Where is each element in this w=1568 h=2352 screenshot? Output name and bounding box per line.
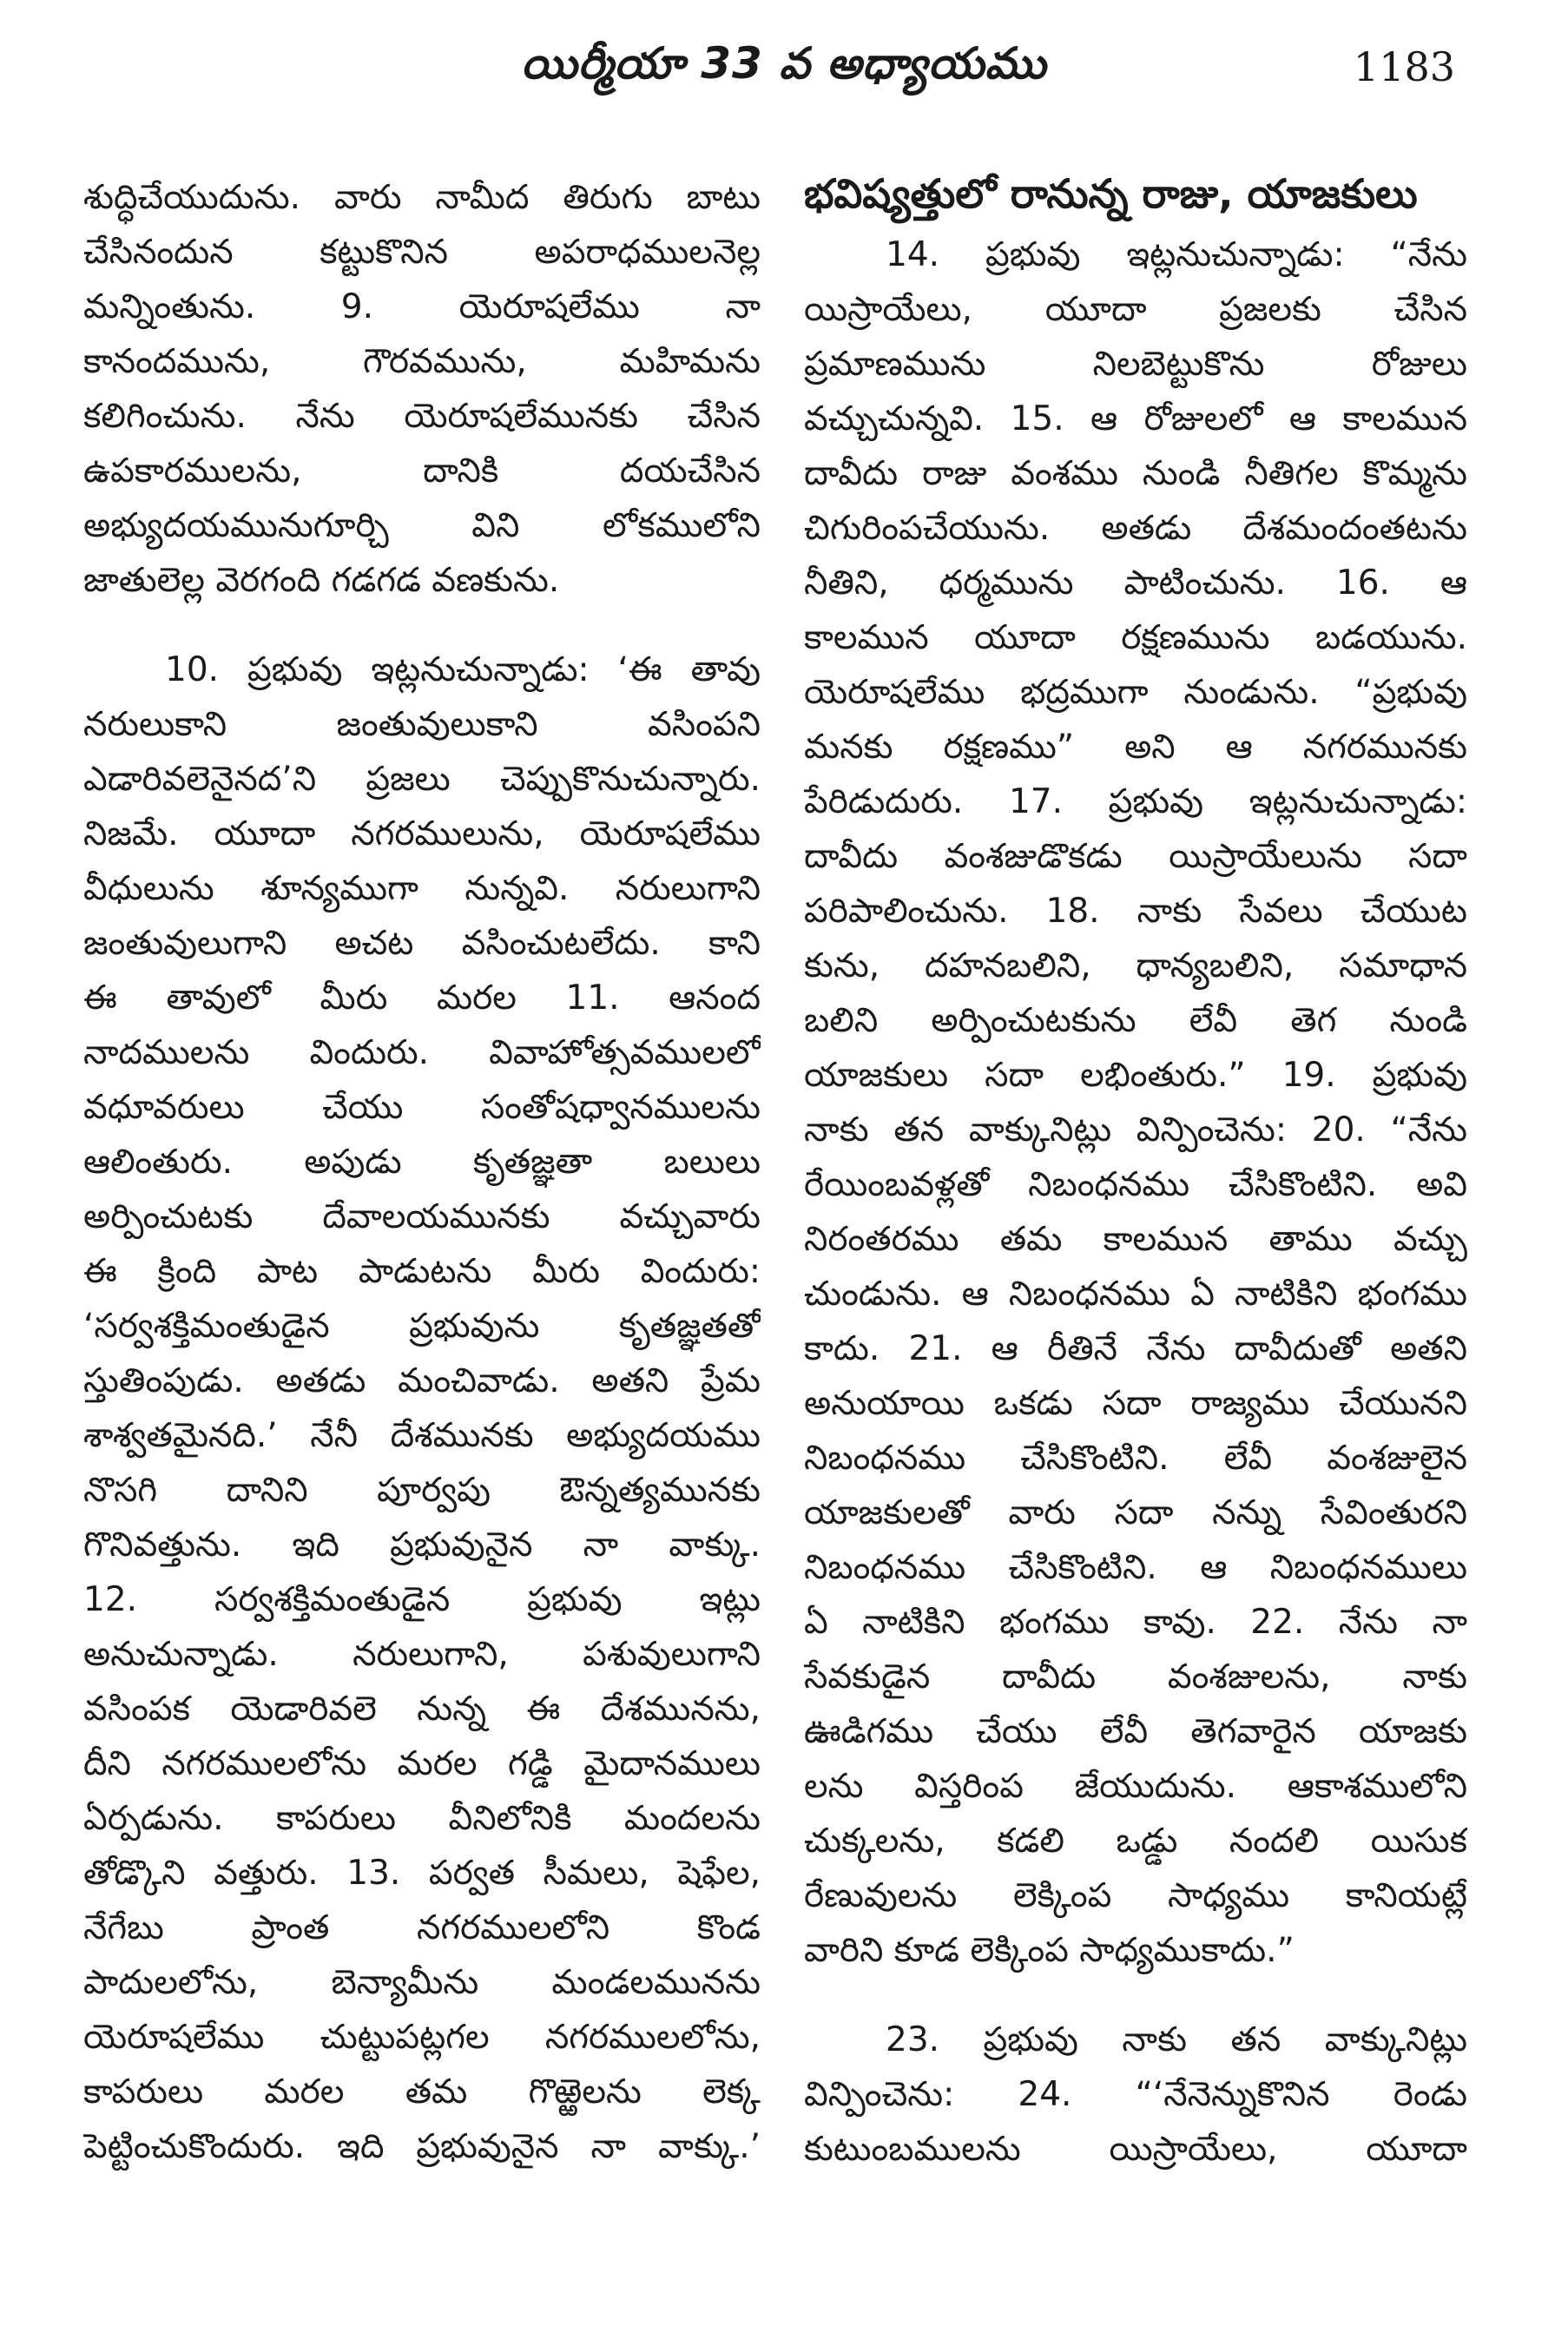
text-line: నిబంధనము చేసికొంటిని. ఆ నిబంధనములు	[804, 1548, 1467, 1587]
right-column	[804, 170, 1467, 2177]
text-line: విన్పించెను: 24. “‘నేనెన్నుకొనిన రెండు	[804, 2075, 1467, 2114]
paragraph-verses-23-24	[804, 2013, 1467, 2177]
text-line: ఊడిగము చేయు లేవీ తెగవారైన యాజకు	[804, 1712, 1467, 1751]
text-line: ఏర్పడును. కాపరులు వీనిలోనికి మందలను	[83, 1799, 761, 1838]
text-line: దావీదు రాజు వంశము నుండి నీతిగల కొమ్మను	[804, 454, 1467, 493]
text-line: వారిని కూడ లెక్కింప సాధ్యముకాదు.”	[804, 1931, 1295, 1970]
paragraph-verses-8-9	[83, 170, 761, 608]
text-line: గొనివత్తును. ఇది ప్రభువునైన నా వాక్కు.	[83, 1525, 761, 1565]
text-line: ‘సర్వశక్తిమంతుడైన ప్రభువును కృతజ్ఞతతో	[83, 1307, 761, 1346]
page-header	[87, 38, 1481, 116]
text-line: 10. ప్రభువు ఇట్లనుచున్నాడు: ‘ఈ తావు	[165, 650, 761, 689]
left-column	[83, 170, 761, 2174]
text-line: నిరంతరము తమ కాలమున తాము వచ్చు	[804, 1220, 1467, 1259]
text-line: యాజకులు సదా లభింతురు.” 19. ప్రభువు	[804, 1056, 1467, 1095]
text-line: రేణువులను లెక్కింప సాధ్యము కానియట్లే	[804, 1876, 1467, 1915]
text-line: బలిని అర్పించుటకును లేవీ తెగ నుండి	[804, 1001, 1467, 1040]
text-line: నరులుకాని జంతువులుకాని వసింపని	[83, 705, 761, 744]
text-line: వధూవరులు చేయు సంతోషధ్వానములను	[83, 1088, 761, 1127]
text-line: దీని నగరములలోను మరల గడ్డి మైదానములు	[83, 1744, 761, 1783]
text-line: జంతువులుగాని అచట వసించుటలేదు. కాని	[83, 924, 761, 963]
text-line: రేయింబవళ్లతో నిబంధనము చేసికొంటిని. అవి	[804, 1165, 1467, 1204]
text-line: కాపరులు మరల తమ గొఱ్ఱెలను లెక్క	[83, 2072, 761, 2112]
text-line: యెరూషలేము చుట్టుపట్లగల నగరములలోను,	[83, 2018, 761, 2057]
text-line: ఆలింతురు. అపుడు కృతజ్ఞతా బలులు	[83, 1143, 761, 1182]
text-line: నేగేబు ప్రాంత నగరములలోని కొండ	[83, 1908, 761, 1947]
text-line: మన్నింతును. 9. యెరూషలేము నా	[83, 287, 761, 326]
text-line: ఈ క్రింది పాట పాడుటను మీరు విందురు:	[83, 1252, 761, 1291]
text-line: నిజమే. యూదా నగరములును, యెరూషలేము	[83, 814, 761, 853]
text-line: నీతిని, ధర్మమును పాటించును. 16. ఆ	[804, 563, 1467, 603]
text-line: నొసగి దానిని పూర్వపు ఔన్నత్యమునకు	[83, 1471, 761, 1510]
text-line: శుద్ధిచేయుదును. వారు నామీద తిరుగు బాటు	[83, 178, 761, 217]
text-line: వచ్చుచున్నవి. 15. ఆ రోజులలో ఆ కాలమున	[804, 399, 1467, 438]
text-line: అనుయాయి ఒకడు సదా రాజ్యము చేయునని	[804, 1384, 1467, 1423]
text-line: ఉపకారములను, దానికి దయచేసిన	[83, 451, 761, 491]
text-line: పెట్టించుకొందురు. ఇది ప్రభువునైన నా వాక్కు.’	[83, 2127, 761, 2166]
paragraph-verses-10-13	[83, 642, 761, 2174]
text-line: ఈ తావులో మీరు మరల 11. ఆనంద	[83, 978, 761, 1018]
text-line: ఎడారివలెనైనద’ని ప్రజలు చెప్పుకొనుచున్నారు.	[83, 760, 761, 799]
text-line: ప్రమాణమును నిలబెట్టుకొను రోజులు	[804, 345, 1467, 384]
paragraph-gap	[83, 608, 761, 642]
text-line: వీధులును శూన్యముగా నున్నవి. నరులుగాని	[83, 869, 761, 908]
text-line: పరిపాలించును. 18. నాకు సేవలు చేయుట	[804, 892, 1467, 931]
text-line: తోడ్కొని వత్తురు. 13. పర్వత సీమలు, షెఫేల,	[83, 1854, 761, 1893]
text-line: దావీదు వంశజుడొకడు యిస్రాయేలును సదా	[804, 837, 1467, 876]
text-line: చిగురింపచేయును. అతడు దేశమందంతటను	[804, 509, 1467, 548]
text-line: యాజకులతో వారు సదా నన్ను సేవింతురని	[804, 1493, 1467, 1532]
text-line: 14. ప్రభువు ఇట్లనుచున్నాడు: “నేను	[886, 235, 1467, 274]
text-line: సేవకుడైన దావీదు వంశజులను, నాకు	[804, 1657, 1467, 1696]
text-line: లను విస్తరింప జేయుదును. ఆకాశములోని	[804, 1767, 1467, 1806]
text-line: నాకు తన వాక్కునిట్లు విన్పించెను: 20. “నేను	[804, 1110, 1467, 1150]
text-line: కాలమున యూదా రక్షణమును బడయును.	[804, 618, 1467, 657]
text-line: అర్పించుటకు దేవాలయమునకు వచ్చువారు	[83, 1197, 761, 1236]
text-line: వసింపక యెడారివలె నున్న ఈ దేశమునను,	[83, 1690, 761, 1729]
text-line: అభ్యుదయమునుగూర్చి విని లోకములోని	[83, 506, 761, 545]
paragraph-gap	[804, 1978, 1467, 2013]
text-line: యిస్రాయేలు, యూదా ప్రజలకు చేసిన	[804, 290, 1467, 329]
text-line: ఏ నాటికిని భంగము కావు. 22. నేను నా	[804, 1603, 1467, 1642]
text-line: పేరిడుదురు. 17. ప్రభువు ఇట్లనుచున్నాడు:	[804, 782, 1467, 821]
text-line: జాతులెల్ల వెరగంది గడగడ వణకును.	[83, 561, 560, 600]
chapter-title: యిర్మీయా 33 వ అధ్యాయము	[521, 38, 1047, 89]
text-line: కాదు. 21. ఆ రీతినే నేను దావీదుతో అతని	[804, 1329, 1467, 1368]
text-line: అనుచున్నాడు. నరులుగాని, పశువులుగాని	[83, 1635, 761, 1674]
text-line: కును, దహనబలిని, ధాన్యబలిని, సమాధాన	[804, 946, 1467, 985]
text-line: 12. సర్వశక్తిమంతుడైన ప్రభువు ఇట్లు	[83, 1580, 761, 1619]
text-line: 23. ప్రభువు నాకు తన వాక్కునిట్లు	[886, 2020, 1467, 2059]
text-line: నిబంధనము చేసికొంటిని. లేవీ వంశజులైన	[804, 1439, 1467, 1478]
page-number: 1183	[1353, 43, 1455, 90]
text-line: కలిగించును. నేను యెరూషలేమునకు చేసిన	[83, 397, 761, 436]
text-line: కుటుంబములను యిస్రాయేలు, యూదా	[804, 2130, 1467, 2169]
paragraph-verses-14-22	[804, 227, 1467, 1978]
text-line: శాశ్వతమైనది.’ నేనీ దేశమునకు అభ్యుదయము	[83, 1416, 761, 1455]
text-line: స్తుతింపుడు. అతడు మంచివాడు. అతని ప్రేమ	[83, 1361, 761, 1400]
text-line: చుండును. ఆ నిబంధనము ఏ నాటికిని భంగము	[804, 1275, 1467, 1314]
text-line: చేసినందున కట్టుకొనిన అపరాధములనెల్ల	[83, 233, 761, 272]
text-line: చుక్కలను, కడలి ఒడ్డు నందలి యిసుక	[804, 1822, 1467, 1861]
text-line: మనకు రక్షణము” అని ఆ నగరమునకు	[804, 728, 1467, 767]
text-line: నాదములను విందురు. వివాహోత్సవములలో	[83, 1033, 761, 1072]
text-line: యెరూషలేము భద్రముగా నుండును. “ప్రభువు	[804, 673, 1467, 712]
section-heading: భవిష్యత్తులో రానున్న రాజు, యాజకులు	[804, 170, 1418, 217]
text-line: కానందమును, గౌరవమును, మహిమను	[83, 342, 761, 381]
text-line: పాదులలోను, బెన్యామీను మండలమునను	[83, 1963, 761, 2002]
